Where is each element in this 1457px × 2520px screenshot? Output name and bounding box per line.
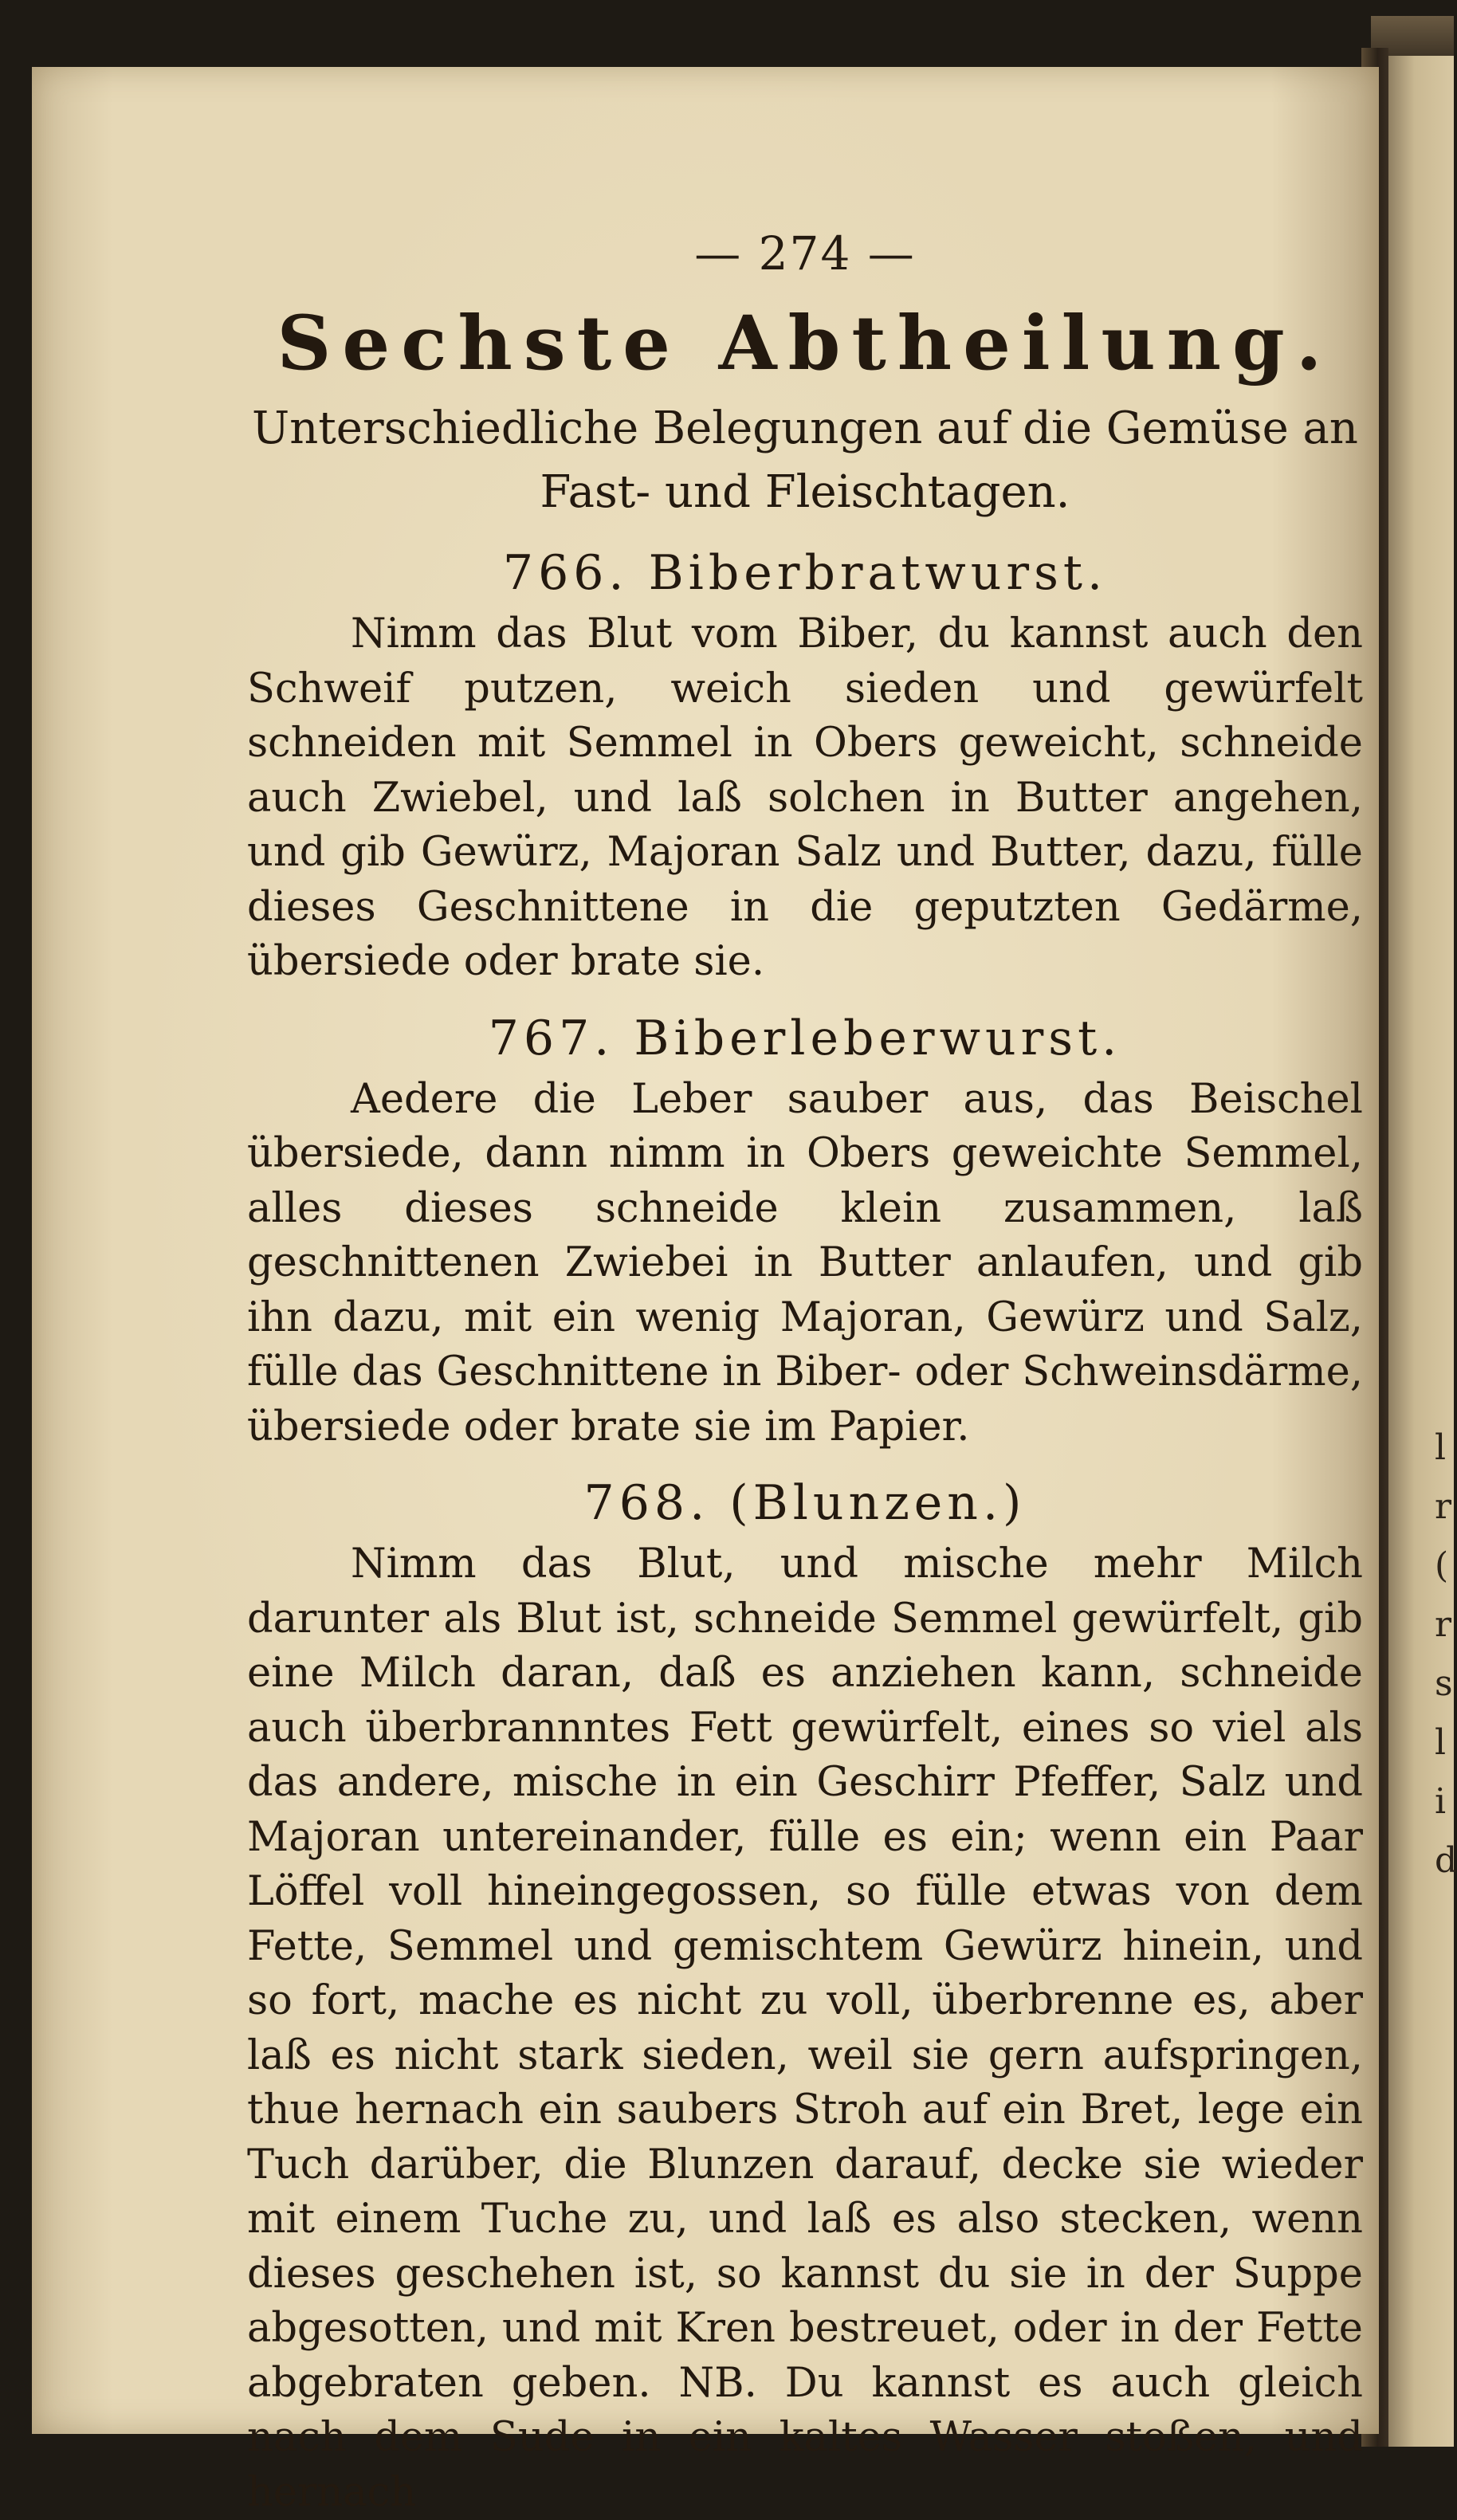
section-subtitle: Unterschiedliche Belegungen auf die Gemüse an Fast- und Fleischtagen. [252,402,1358,518]
recipe-body: Nimm das Blut, und mische mehr Milch darunter als Blut ist, schneide Semmel gewürfelt, gib eine Milch daran, daß es anziehen kann, schneide auch überbrannntes Fett gewürfelt, eines so viel als das andere, mische in ein Geschirr Pfeffer, Salz und Majoran untereinander, fülle es ein; wenn ein Paar Löffel voll hineingegossen, so fülle etwas von dem Fette, Semmel und gemischtem Gewürz hinein, und so fort, mache es nicht zu voll, überbrenne es, aber laß es nicht stark sieden, weil sie gern aufspringen, thue hernach ein saubers Stroh auf ein Bret, lege ein Tuch darüber, die Blunzen darauf, decke sie wieder mit einem Tuche zu, und laß es also stecken, wenn dieses geschehen ist, so kannst du sie in der Suppe abgesotten, und mit Kren bestreuet, oder in der Fette abgebraten geben. NB. Du kannst es auch gleich nach dem Sude in ein kaltes Wasser stoßen, und hernach [247,1541,1363,2516]
recipe-767 [247,1011,1363,1455]
section-title: Sechste Abtheilung. [277,300,1333,387]
facing-page-edge [1388,56,1457,2447]
facing-page-marks: l r ( r s l i d [1435,1427,1457,1881]
recipe-body: Nimm das Blut vom Biber, du kannst auch den Schweif putzen, weich sieden und gewürfelt schneiden mit Semmel in Obers geweicht, schneide auch Zwiebel, und laß solchen in Butter angehen, und gib Gewürz, Majoran Salz und Butter, dazu, fülle dieses Geschnittene in die geputzten Gedärme, übersiede oder brate sie. [247,610,1363,985]
recipe-766 [247,545,1363,990]
recipe-heading: 766. Biberbratwurst. [502,545,1108,601]
recipe-heading: 768. (Blunzen.) [583,1475,1027,1531]
recipe-body: Aedere die Leber sauber aus, das Beischel übersiede, dann nimm in Obers geweichte Semmel, alles dieses schneide klein zusammen, laß geschnittenen Zwiebei in Butter anlaufen, und gib ihn dazu, mit ein wenig Majoran, Gewürz und Salz, fülle das Geschnittene in Biber- oder Schweinsdärme, übersiede oder brate sie im Papier. [247,1075,1363,1450]
page-content [247,226,1363,2520]
recipe-768 [247,1475,1363,2520]
page-number: — 274 — [694,226,916,281]
book-page [32,67,1379,2516]
recipe-heading: 767. Biberleberwurst. [488,1010,1122,1066]
